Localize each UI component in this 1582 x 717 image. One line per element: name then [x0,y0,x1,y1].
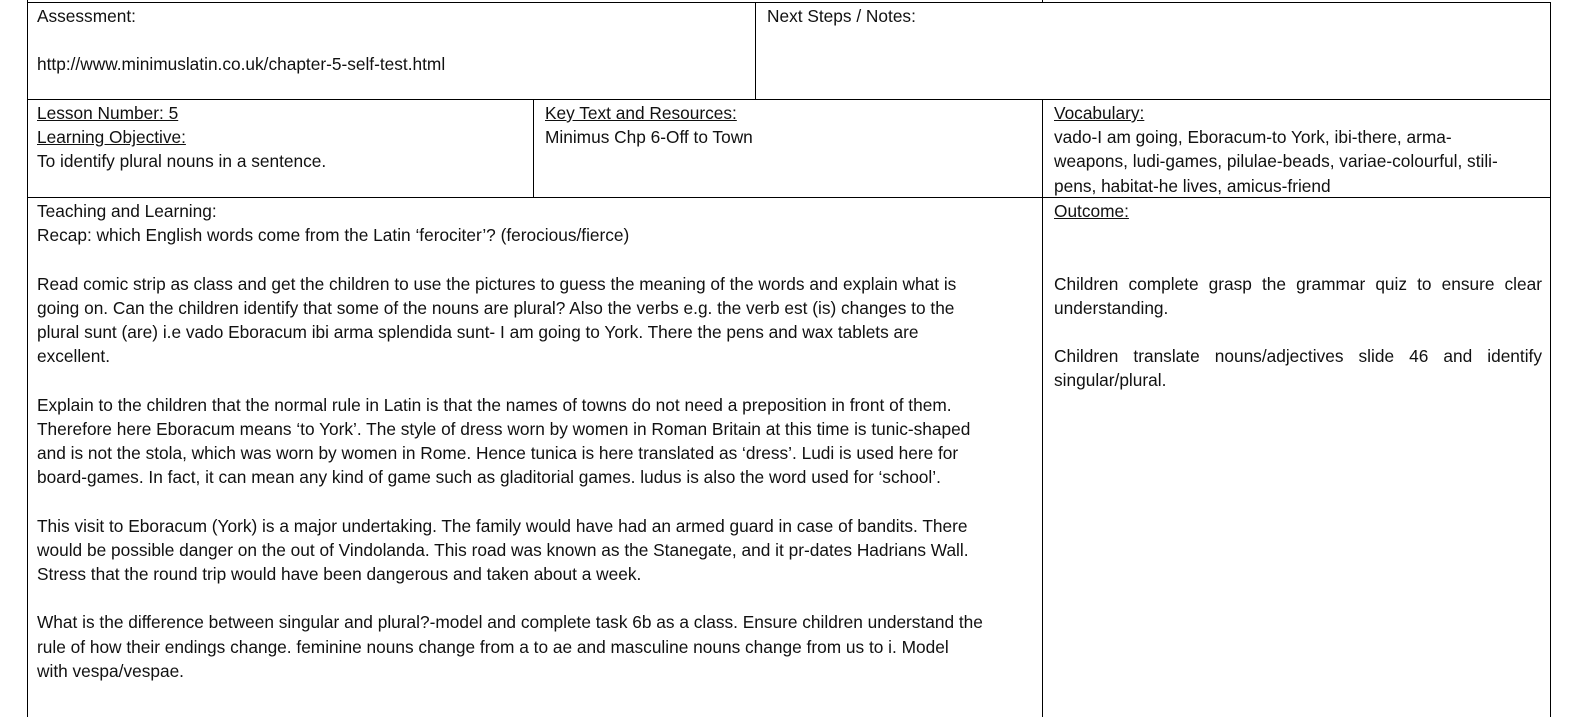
learning-objective-label: Learning Objective: [37,127,186,148]
vocabulary-heading: Vocabulary: [1054,103,1145,123]
vocabulary-line: vado-I am going, Eboracum-to York, ibi-there, arma- [1054,127,1452,148]
assessment-heading: Assessment: [37,6,136,26]
paragraph-line: board-games. In fact, it can mean any kind of game such as gladitorial games. ludus is also the word used for ‘school’. [37,467,941,488]
paragraph-line: plural sunt (are) i.e vado Eboracum ibi arma splendida sunt- I am going to York. There the pens and wax tablets are [37,322,919,342]
next-steps-heading: Next Steps / Notes: [767,6,916,26]
column-border-left [27,0,28,717]
column-border-right [1550,2,1551,717]
recap-text: Recap: which English words come from the Latin ‘ferociter’? (ferocious/fierce) [37,225,630,246]
vocabulary-cell [1054,101,1546,198]
paragraph-line: going on. Can the children identify that some of the nouns are plural? Also the verbs e.g. the verb est (is) changes to the [37,297,955,318]
paragraph-line: and is not the stola, which was worn by women in Rome. Hence tunica is here translated as ‘dress’. Ludi is used here for [37,443,959,463]
paragraph-line: with vespa/vespae. [37,660,184,681]
outcome-heading: Outcome: [1054,201,1129,221]
paragraph-line: This visit to Eboracum (York) is a major undertaking. The family would have had an armed guard in case of bandits. There [37,515,968,536]
paragraph-line: Therefore here Eboracum means ‘to York’. The style of dress worn by women in Roman Britain at this time is tunic-shaped [37,418,971,439]
column-border-assessment [755,2,756,99]
lesson-cell [37,101,527,174]
paragraph-line: Read comic strip as class and get the children to use the pictures to guess the meaning of the words and explain what is [37,273,957,294]
key-text-heading: Key Text and Resources: [545,103,737,123]
teaching-cell [37,199,1037,683]
column-border-vocab [1042,99,1043,717]
row-border-1 [27,99,1551,100]
paragraph-line: Explain to the children that the normal rule in Latin is that the names of towns do not need a preposition in front of them. [37,394,952,415]
paragraph-line: rule of how their endings change. feminine nouns change from a to ae and masculine nouns change from us to i. Model [37,636,949,657]
paragraph-line: excellent. [37,346,111,367]
outcome-paragraph: Children complete grasp the grammar quiz to ensure clear understanding. [1054,273,1542,318]
vocabulary-line: weapons, ludi-games, pilulae-beads, variae-colourful, stili- [1054,151,1498,172]
teaching-heading: Teaching and Learning: [37,201,217,221]
vocabulary-line: pens, habitat-he lives, amicus-friend [1054,175,1331,196]
paragraph-line: would be possible danger on the out of Vindolanda. This road was known as the Stanegate, and it pr-dates Hadrians Wall. [37,539,969,560]
outcome-cell [1054,199,1542,393]
outcome-paragraph: Children translate nouns/adjectives slide 46 and identify singular/plural. [1054,346,1542,391]
column-border-keytext [533,99,534,197]
learning-objective: To identify plural nouns in a sentence. [37,151,327,172]
assessment-cell [37,4,749,77]
key-text: Minimus Chp 6-Off to Town [545,127,753,148]
row-border-top [27,2,1551,3]
lesson-number: Lesson Number: 5 [37,103,179,123]
assessment-link[interactable]: http://www.minimuslatin.co.uk/chapter-5-self-test.html [37,54,446,75]
paragraph-line: What is the difference between singular and plural?-model and complete task 6b as a class. Ensure children understand the [37,612,983,633]
next-steps-cell [767,4,1542,28]
paragraph-line: Stress that the round trip would have been dangerous and taken about a week. [37,564,642,584]
column-border-top-stub [1042,0,1043,2]
key-text-cell [545,101,1035,149]
